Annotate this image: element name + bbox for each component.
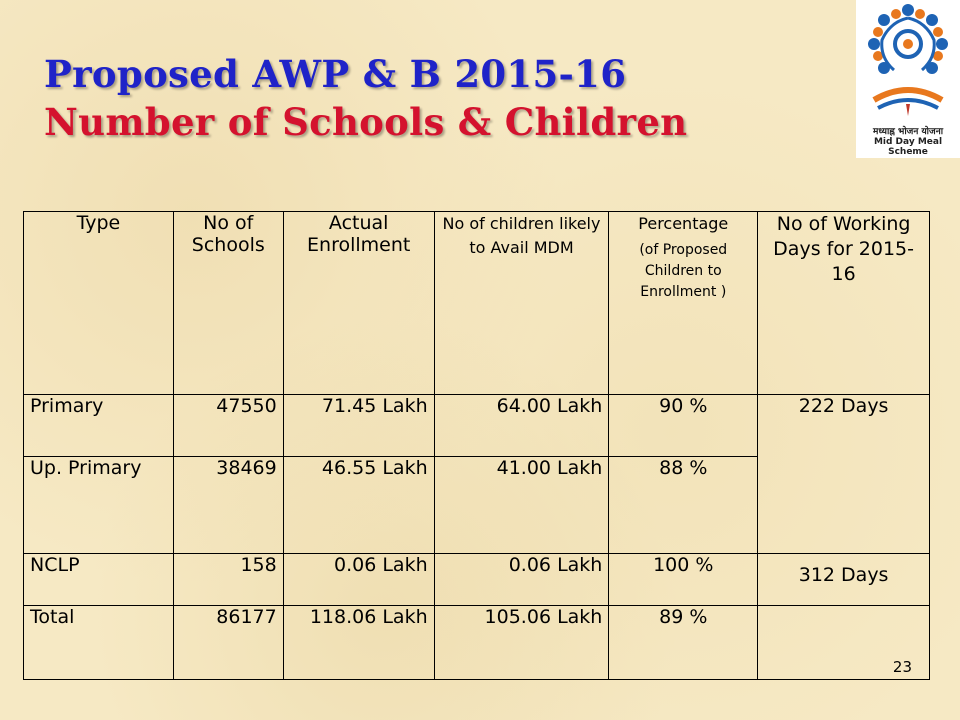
table-row (24, 554, 930, 606)
cell-percentage: 89 % (609, 606, 758, 680)
logo-hindi-text: मध्याह्न भोजन योजना (872, 127, 944, 137)
cell-working-days-primary-upper: 222 Days (758, 395, 930, 554)
table-header-row (24, 212, 930, 395)
cell-type: NCLP (24, 554, 174, 606)
cell-type: Total (24, 606, 174, 680)
cell-type: Up. Primary (24, 457, 174, 554)
cell-children: 0.06 Lakh (434, 554, 609, 606)
cell-children: 105.06 Lakh (434, 606, 609, 680)
header-percentage-title: Percentage (638, 214, 729, 233)
header-working-days: No of Working Days for 2015-16 (758, 212, 930, 395)
cell-schools: 86177 (173, 606, 283, 680)
schools-children-table (23, 211, 930, 680)
cell-schools: 158 (173, 554, 283, 606)
table-row (24, 395, 930, 457)
cell-percentage: 100 % (609, 554, 758, 606)
logo-english-text: Mid Day Meal Scheme (873, 137, 943, 157)
header-actual-enrollment: Actual Enrollment (283, 212, 434, 395)
cell-percentage: 90 % (609, 395, 758, 457)
header-type: Type (24, 212, 174, 395)
header-no-of-schools: No of Schools (173, 212, 283, 395)
cell-type: Primary (24, 395, 174, 457)
cell-working-days-nclp: 312 Days (758, 554, 930, 606)
slide-title (44, 50, 687, 146)
cell-schools: 47550 (173, 395, 283, 457)
header-percentage-subtitle: (of Proposed Children to Enrollment ) (639, 242, 728, 300)
cell-percentage: 88 % (609, 457, 758, 554)
cell-enrollment: 71.45 Lakh (283, 395, 434, 457)
header-children-avail-mdm: No of children likely to Avail MDM (434, 212, 609, 395)
cell-enrollment: 46.55 Lakh (283, 457, 434, 554)
logo-emblem-icon (856, 0, 960, 124)
cell-enrollment: 0.06 Lakh (283, 554, 434, 606)
title-line-1: Proposed AWP & B 2015-16 (44, 52, 627, 96)
cell-enrollment: 118.06 Lakh (283, 606, 434, 680)
cell-schools: 38469 (173, 457, 283, 554)
table-row (24, 606, 930, 680)
cell-children: 41.00 Lakh (434, 457, 609, 554)
mid-day-meal-logo (856, 0, 960, 158)
page-number: 23 (892, 658, 912, 676)
cell-children: 64.00 Lakh (434, 395, 609, 457)
header-percentage (609, 212, 758, 395)
title-line-2: Number of Schools & Children (44, 100, 688, 144)
